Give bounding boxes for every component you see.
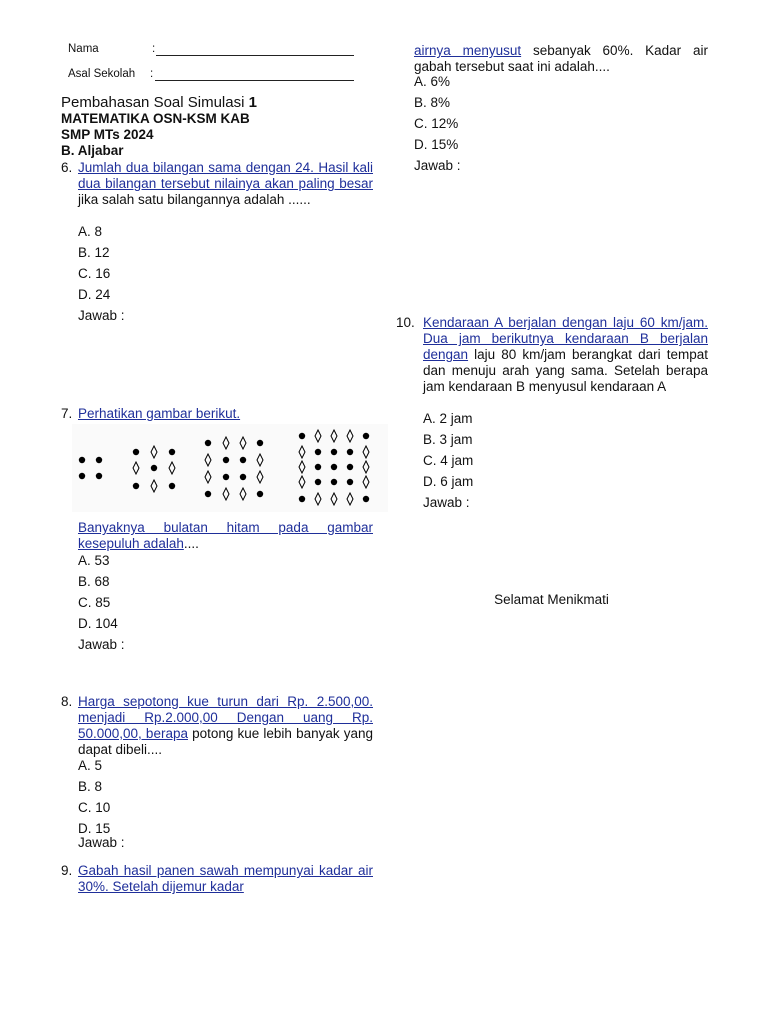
q7-number: 7. [61,406,73,421]
q6-jawab: Jawab : [78,308,125,323]
q10-link[interactable]: Kendaraan A berjalan dengan laju 60 km/jam. Dua jam berikutnya kendaraan B berjalan dengan [423,315,708,362]
dot-pattern-figure [72,424,388,512]
q6-option-b: B. 12 [78,245,110,260]
q8-link[interactable]: Harga sepotong kue turun dari Rp. 2.500,00. menjadi Rp.2.000,00 Dengan uang Rp. 50.000,00, berapa [78,694,373,741]
q8-option-b: B. 8 [78,779,103,794]
q10-option-a: A. 2 jam [423,411,473,426]
q6-option-d: D. 24 [78,287,111,302]
q7-option-b: B. 68 [78,574,110,589]
q6-option-c: C. 16 [78,266,111,281]
q10-option-c: C. 4 jam [423,453,474,468]
q7-text-rest: .... [183,536,199,551]
q9-text-part2 [414,43,708,75]
q10-text [423,315,708,395]
nama-label: Nama [68,43,99,55]
q6-link[interactable]: Jumlah dua bilangan sama dengan 24. Hasil kali dua bilangan tersebut nilainya akan paling besar [78,160,373,191]
q9-jawab: Jawab : [414,158,461,173]
level-heading: SMP MTs 2024 [61,127,154,142]
q8-option-c: C. 10 [78,800,111,815]
page-title [61,94,257,111]
q6-text [78,160,373,208]
q9-option-d: D. 15% [414,137,459,152]
q7-text-link[interactable]: Banyaknya bulatan hitam pada gambar kesepuluh adalah [78,520,373,551]
nama-colon: : [152,43,156,55]
q6-rest: jika salah satu bilangannya adalah ...... [78,192,311,207]
q7-text [78,520,373,552]
q9-text-part1 [78,863,373,895]
q8-option-a: A. 5 [78,758,103,773]
q9-option-b: B. 8% [414,95,451,110]
title-number: 1 [248,94,257,111]
q8-number: 8. [61,694,73,709]
q7-intro [78,406,240,422]
figure-background [72,424,388,512]
q6-number: 6. [61,160,73,175]
q10-jawab: Jawab : [423,495,470,510]
q9-link-2[interactable]: airnya menyusut [414,43,522,58]
q8-text [78,694,373,758]
q8-rest: potong kue lebih banyak yang dapat dibeli.... [78,726,373,757]
sekolah-colon: : [150,68,154,80]
sekolah-blank [155,80,354,81]
q7-option-d: D. 104 [78,616,118,631]
q10-number: 10. [396,315,415,330]
q10-option-b: B. 3 jam [423,432,473,447]
q9-link-1[interactable]: Gabah hasil panen sawah mempunyai kadar air 30%. Setelah dijemur kadar [78,863,373,894]
q10-rest: laju 80 km/jam berangkat dari tempat dan menuju arah yang sama. Setelah berapa jam kendaraan B menyusul kendaraan A [423,347,708,394]
q9-option-c: C. 12% [414,116,459,131]
q8-jawab: Jawab : [78,835,125,850]
q6-option-a: A. 8 [78,224,103,239]
q8-option-d: D. 15 [78,821,111,836]
section-heading: B. Aljabar [61,143,124,158]
q10-option-d: D. 6 jam [423,474,474,489]
title-text: Pembahasan Soal Simulasi [61,94,245,111]
q9-option-a: A. 6% [414,74,451,89]
q7-link[interactable]: Perhatikan gambar berikut. [78,406,241,421]
sekolah-label: Asal Sekolah [68,68,136,80]
q7-option-c: C. 85 [78,595,111,610]
closing-text: Selamat Menikmati [494,592,609,607]
nama-blank [156,55,354,56]
q9-rest: sebanyak 60%. Kadar air gabah tersebut saat ini adalah.... [414,43,708,74]
q7-jawab: Jawab : [78,637,125,652]
q9-number: 9. [61,863,73,878]
subject-heading: MATEMATIKA OSN-KSM KAB [61,111,250,126]
q7-option-a: A. 53 [78,553,110,568]
